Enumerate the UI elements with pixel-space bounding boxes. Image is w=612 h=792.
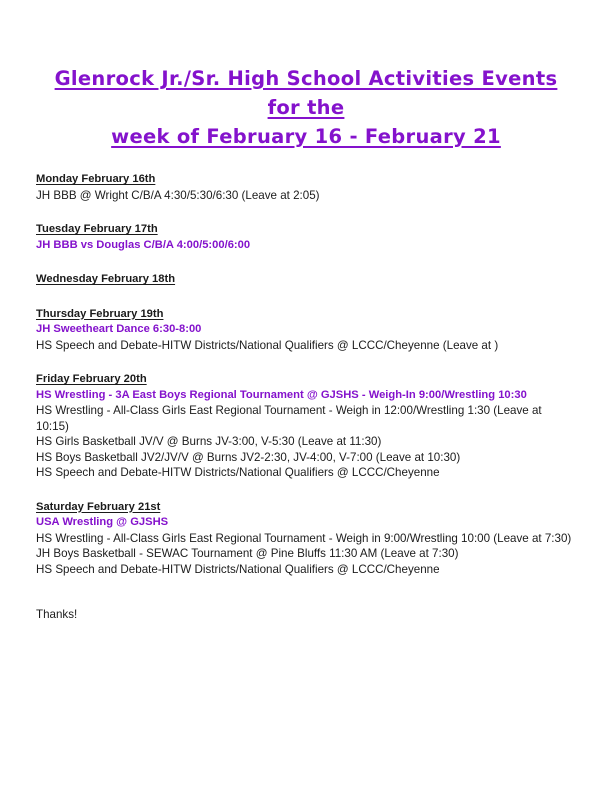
day-heading-row — [36, 219, 576, 238]
day-block — [36, 369, 576, 481]
day-heading-row — [36, 497, 576, 516]
event-line-highlighted: JH Sweetheart Dance 6:30-8:00 — [36, 323, 202, 335]
day-heading-row — [36, 169, 576, 188]
page-title — [0, 0, 612, 151]
event-line-highlighted: USA Wrestling @ GJSHS — [36, 516, 169, 528]
event-line: JH BBB @ Wright C/B/A 4:30/5:30/6:30 (Leave at 2:05) — [36, 188, 320, 202]
event-line: HS Wrestling - All-Class Girls East Regional Tournament - Weigh in 9:00/Wrestling 10:00 (Leave at 7:30) — [36, 531, 572, 545]
day-heading: Wednesday February 18th — [36, 273, 176, 285]
day-block — [36, 497, 576, 578]
event-line: JH Boys Basketball - SEWAC Tournament @ Pine Bluffs 11:30 AM (Leave at 7:30) — [36, 547, 459, 560]
day-heading-row — [36, 304, 576, 323]
day-heading: Thursday February 19th — [36, 307, 164, 320]
schedule-body — [0, 169, 612, 577]
day-block — [36, 219, 576, 253]
day-heading-row — [36, 369, 576, 388]
event-line: HS Boys Basketball JV2/JV/V @ Burns JV2-2:30, JV-4:00, V-7:00 (Leave at 10:30) — [36, 450, 461, 464]
day-heading: Saturday February 21st — [36, 500, 161, 513]
event-line: HS Speech and Debate-HITW Districts/National Qualifiers @ LCCC/Cheyenne — [36, 466, 440, 479]
event-line: HS Wrestling - All-Class Girls East Regional Tournament - Weigh in 12:00/Wrestling 1:30 (Leave at 10:15) — [36, 404, 545, 433]
event-line: HS Speech and Debate-HITW Districts/National Qualifiers @ LCCC/Cheyenne (Leave at ) — [36, 338, 499, 352]
page-title-line-1: Glenrock Jr./Sr. High School Activities Events for the — [54, 67, 558, 119]
event-line: HS Girls Basketball JV/V @ Burns JV-3:00, V-5:30 (Leave at 11:30) — [36, 435, 382, 448]
day-heading-row — [36, 269, 576, 288]
day-heading: Tuesday February 17th — [36, 223, 158, 235]
day-block — [36, 169, 576, 203]
day-block — [36, 269, 576, 288]
event-line-highlighted: JH BBB vs Douglas C/B/A 4:00/5:00/6:00 — [36, 238, 251, 251]
closing-text: Thanks! — [36, 608, 78, 621]
day-block — [36, 304, 576, 354]
day-heading: Monday February 16th — [36, 173, 156, 185]
day-heading: Friday February 20th — [36, 373, 147, 385]
event-line-highlighted: HS Wrestling - 3A East Boys Regional Tournament @ GJSHS - Weigh-In 9:00/Wrestling 10:30 — [36, 388, 527, 401]
page-title-line-2: week of February 16 - February 21 — [111, 125, 501, 148]
event-line: HS Speech and Debate-HITW Districts/National Qualifiers @ LCCC/Cheyenne — [36, 562, 440, 576]
